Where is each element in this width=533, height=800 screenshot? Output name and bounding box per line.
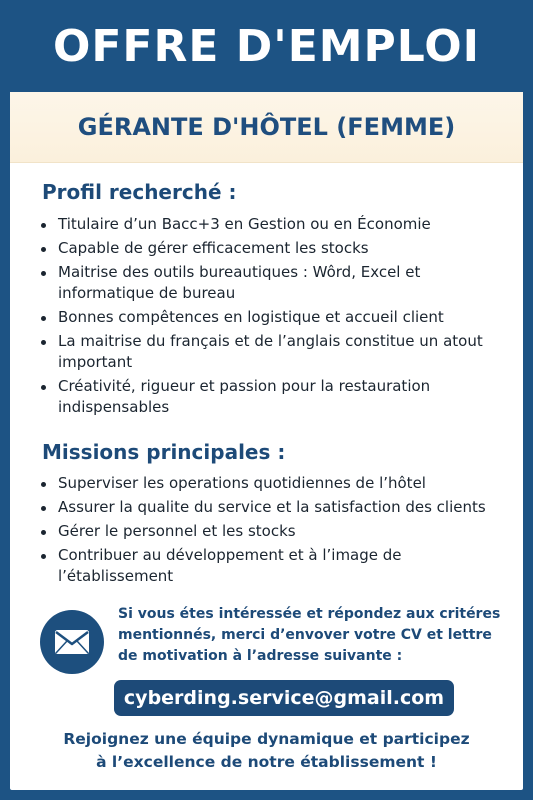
list-item-text: Contribuer au développement et à l’image de l’établissement <box>58 546 402 585</box>
list-item-text: Superviser les operations quotidiennes de l’hôtel <box>58 474 426 492</box>
list-item-text: Maitrise des outils bureautiques : Wôrd, Excel et informatique de bureau <box>58 263 421 302</box>
list-item <box>38 376 508 418</box>
list-item <box>38 262 508 304</box>
envelope-icon-graphic <box>54 629 90 655</box>
tagline-line-2: à l’excellence de notre établissement ! <box>96 753 437 771</box>
content-card <box>10 92 523 790</box>
bullet-icon <box>41 530 46 535</box>
missions-heading: Missions principales : <box>42 440 286 464</box>
list-item-text: Assurer la qualite du service et la satisfaction des clients <box>58 498 486 516</box>
header <box>0 0 533 92</box>
profile-heading: Profil recherché : <box>42 180 237 204</box>
list-item-text: La maitrise du français et de l’anglais constitue un atout important <box>58 332 483 371</box>
poster-title: OFFRE D'EMPLOI <box>52 20 481 72</box>
list-item <box>38 521 508 542</box>
missions-list <box>38 473 508 590</box>
envelope-icon <box>40 610 104 674</box>
bullet-icon <box>41 223 46 228</box>
list-item-text: Titulaire d’un Bacc+3 en Gestion ou en Économie <box>58 215 431 233</box>
bullet-icon <box>41 340 46 345</box>
profile-list <box>38 214 508 421</box>
tagline <box>10 728 523 774</box>
list-item <box>38 473 508 494</box>
bullet-icon <box>41 247 46 252</box>
list-item-text: Bonnes compêtences en logistique et accueil client <box>58 308 444 326</box>
contact-instructions: Si vous étes intéressée et répondez aux critéres mentionnés, merci d’envover votre CV et lettre de motivation à l’adresse suivante : <box>118 606 501 664</box>
list-item <box>38 497 508 518</box>
job-title-banner <box>10 92 523 163</box>
bullet-icon <box>41 316 46 321</box>
job-title: GÉRANTE D'HÔTEL (FEMME) <box>77 113 456 141</box>
list-item <box>38 238 508 259</box>
tagline-line-1: Rejoignez une équipe dynamique et participez <box>63 730 470 748</box>
list-item-text: Capable de gérer efficacement les stocks <box>58 239 369 257</box>
list-item <box>38 307 508 328</box>
list-item-text: Gérer le personnel et les stocks <box>58 522 296 540</box>
bullet-icon <box>41 482 46 487</box>
bullet-icon <box>41 506 46 511</box>
bullet-icon <box>41 271 46 276</box>
email-button[interactable]: cyberding.service@gmail.com <box>114 680 454 716</box>
bullet-icon <box>41 385 46 390</box>
bullet-icon <box>41 554 46 559</box>
list-item <box>38 331 508 373</box>
list-item <box>38 545 508 587</box>
list-item <box>38 214 508 235</box>
list-item-text: Créativité, rigueur et passion pour la restauration indispensables <box>58 377 431 416</box>
